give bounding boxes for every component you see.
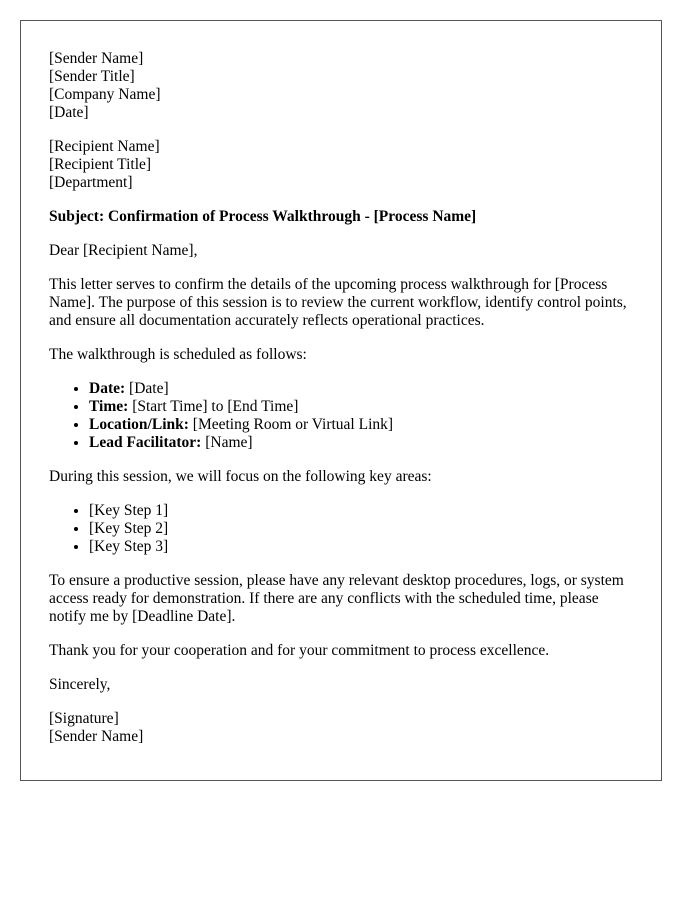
letter-date: [Date] [49,104,89,121]
schedule-intro: The walkthrough is scheduled as follows: [49,346,307,363]
schedule-value: [Meeting Room or Virtual Link] [188,416,394,433]
recipient-block [49,138,633,192]
schedule-label: Lead Facilitator: [89,434,202,451]
schedule-value: [Name] [201,434,253,451]
key-step-item: • [Key Step 3] [89,538,633,556]
signature: [Signature] [49,710,119,727]
focus-intro: During this session, we will focus on the following key areas: [49,468,432,485]
thanks-paragraph: Thank you for your cooperation and for your commitment to process excellence. [49,642,550,659]
schedule-label: Date: [89,380,126,397]
signature-sender-name: [Sender Name] [49,728,144,745]
schedule-item-date [89,380,633,398]
key-steps-list [49,502,633,556]
salutation: Dear [Recipient Name], [49,242,198,259]
company-name: [Company Name] [49,86,161,103]
sender-block [49,50,633,122]
schedule-value: [Start Time] to [End Time] [128,398,299,415]
schedule-label: Location/Link: [89,416,189,433]
recipient-department: [Department] [49,174,133,191]
schedule-item-location [89,416,633,434]
recipient-name: [Recipient Name] [49,138,160,155]
schedule-label: Time: [89,398,129,415]
sender-name: [Sender Name] [49,50,144,67]
closing: Sincerely, [49,676,111,693]
schedule-list [49,380,633,452]
signature-block [49,710,633,746]
sender-title: [Sender Title] [49,68,135,85]
subject-line: Subject: Confirmation of Process Walkthrough - [Process Name] [49,208,477,225]
key-step-item: • [Key Step 1] [89,502,633,520]
schedule-value: [Date] [125,380,169,397]
recipient-title: [Recipient Title] [49,156,152,173]
letter-page [20,20,662,781]
key-step-item: • [Key Step 2] [89,520,633,538]
schedule-item-time [89,398,633,416]
preparation-paragraph: To ensure a productive session, please have any relevant desktop procedures, logs, or system access ready for demonstration. If there are any conflicts with the scheduled time, please notify me by [Deadline Date]. [49,572,624,625]
intro-paragraph: This letter serves to confirm the details of the upcoming process walkthrough for [Process Name]. The purpose of this session is to review the current workflow, identify control points, and ensure all documentation accurately reflects operational practices. [49,276,627,329]
schedule-item-facilitator [89,434,633,452]
